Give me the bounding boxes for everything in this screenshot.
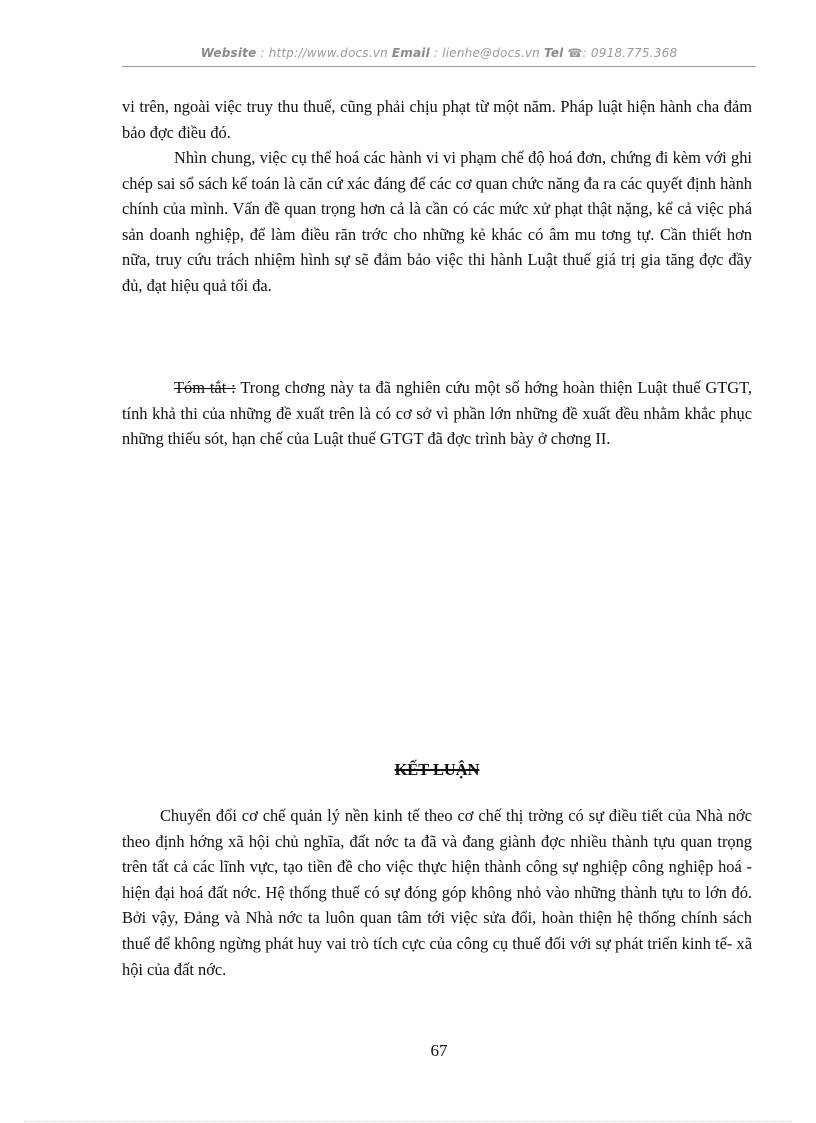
summary-label: Tóm tắt :	[174, 378, 236, 397]
phone-icon: ☎	[567, 46, 583, 60]
email-address[interactable]: : lienhe@docs.vn	[429, 46, 544, 60]
website-url[interactable]: : http://www.docs.vn	[256, 46, 392, 60]
header-divider	[122, 66, 756, 67]
section-heading: KẾT LUẬN	[394, 760, 480, 779]
website-label: Website	[200, 46, 257, 60]
summary-text: Trong chơng này ta đã nghiên cứu một số hớng hoàn thiện Luật thuế GTGT, tính khả thi của những đề xuất trên là có cơ sở vì phần lớn những đề xuất đều nhằm khắc phục những thiếu sót, hạn chế của Luật thuế GTGT đã đợc trình bày ở chơng II.	[122, 378, 753, 449]
page-number: 67	[430, 1041, 448, 1060]
tel-number: : 0918.775.368	[582, 46, 678, 60]
page-header	[122, 46, 756, 60]
paragraph-text: vi trên, ngoài việc truy thu thuế, cũng phải chịu phạt từ một năm. Pháp luật hiện hành cha đảm bảo đợc điều đó.	[122, 97, 752, 142]
paragraph-conclusion	[122, 803, 752, 982]
paragraph-summary	[122, 375, 752, 452]
paragraph-overview	[122, 145, 752, 299]
summary-paragraph	[122, 375, 752, 452]
email-label: Email	[391, 46, 430, 60]
paragraph-text: Chuyển đổi cơ chế quản lý nền kinh tế theo cơ chế thị trờng có sự điều tiết của Nhà nớc theo định hớng xã hội chủ nghĩa, đất nớc ta đã và đang giành đợc nhiều thành tựu quan trọng trên tất cả các lĩnh vực, tạo tiền đề cho việc thực hiện thành công sự nghiệp công nghiệp hoá - hiện đại hoá đất nớc. Hệ thống thuế có sự đóng góp không nhỏ vào những thành tựu to lớn đó. Bởi vậy, Đảng và Nhà nớc ta luôn quan tâm tới việc sửa đổi, hoàn thiện hệ thống chính sách thuế để không ngừng phát huy vai trò tích cực của công cụ thuế đối với sự phát triển kinh tế- xã hội của đất nớc.	[122, 806, 752, 979]
paragraph-continuation	[122, 94, 752, 145]
tel-label: Tel	[543, 46, 564, 60]
paragraph-text: Nhìn chung, việc cụ thể hoá các hành vi vi phạm chế độ hoá đơn, chứng đi kèm với ghi chép sai sổ sách kế toán là căn cứ xác đáng để các cơ quan chức năng đa ra các quyết định hành chính của mình. Vấn đề quan trọng hơn cả là cần có các mức xử phạt thật nặng, kể cả việc phá sản doanh nghiệp, để làm điều răn trớc cho những kẻ khác có âm mu tơng tự. Cần thiết hơn nữa, truy cứu trách nhiệm hình sự sẽ đảm bảo việc thi hành Luật thuế giá trị gia tăng đợc đầy đủ, đạt hiệu quả tối đa.	[122, 148, 752, 295]
page-bottom-divider	[24, 1121, 792, 1122]
